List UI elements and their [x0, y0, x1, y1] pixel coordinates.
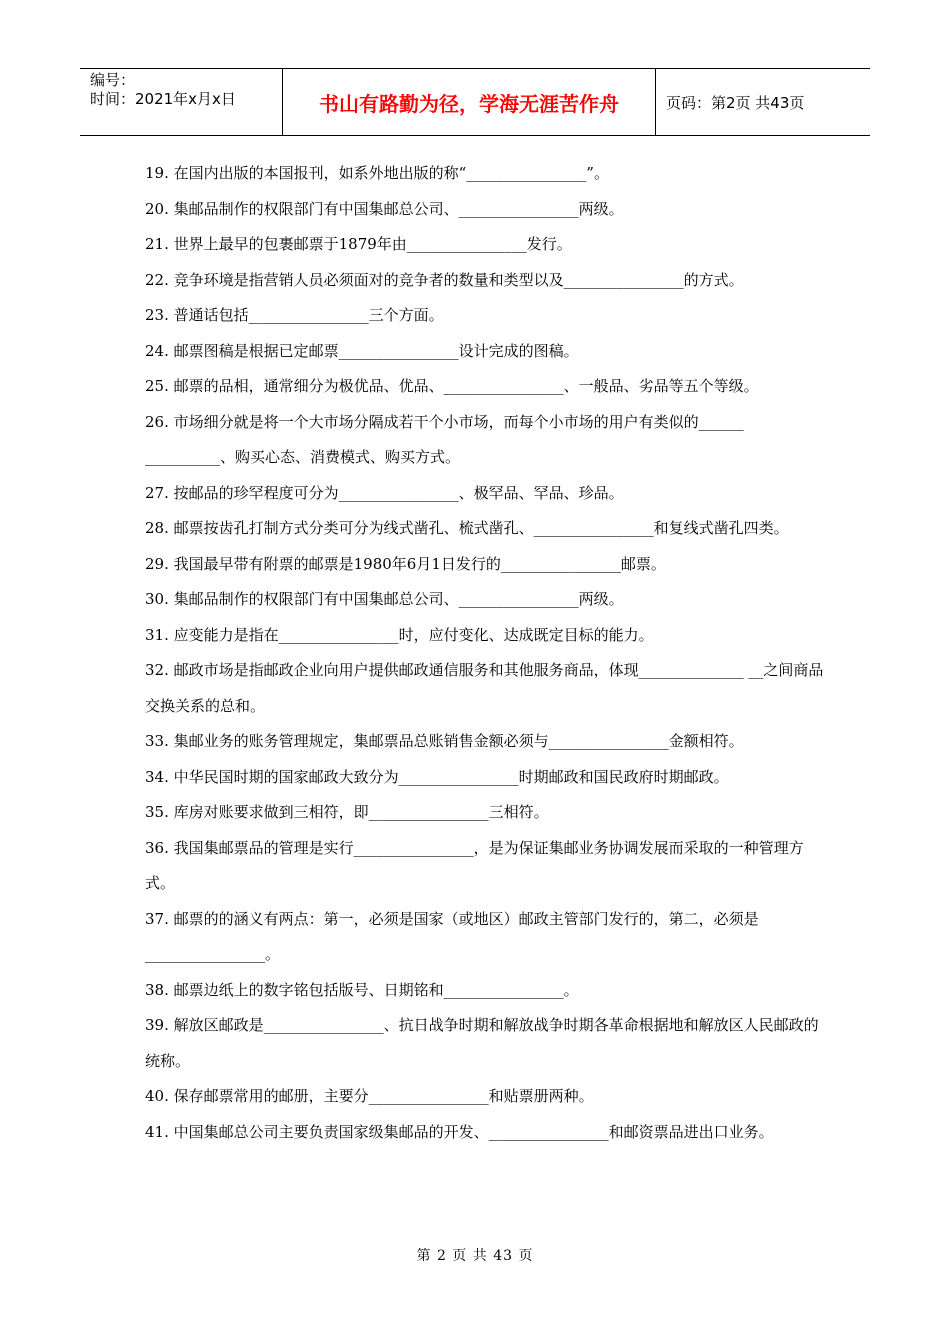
- question-39: 39. 解放区邮政是________________、抗日战争时期和解放战争时期各革命根据地和解放区人民邮政的统称。: [145, 1016, 819, 1070]
- question-41: 41. 中国集邮总公司主要负责国家级集邮品的开发、________________和邮资票品进出口业务。: [145, 1122, 774, 1141]
- question-19: 19. 在国内出版的本国报刊，如系外地出版的称“________________”。: [145, 164, 609, 182]
- question-21: 21. 世界上最早的包裹邮票于1879年由________________发行。: [145, 235, 572, 253]
- time-label: 时间：2021年x月x日: [90, 90, 236, 108]
- question-25: 25. 邮票的品相，通常细分为极优品、优品、________________、一般品、劣品等五个等级。: [145, 377, 759, 395]
- question-40: 40. 保存邮票常用的邮册，主要分________________和贴票册两种。: [145, 1087, 594, 1105]
- question-23: 23. 普通话包括________________三个方面。: [145, 306, 444, 324]
- question-28: 28. 邮票按齿孔打制方式分类可分为线式凿孔、梳式凿孔、________________和复线式凿孔四类。: [145, 519, 789, 537]
- question-36: 36. 我国集邮票品的管理是实行________________，是为保证集邮业务协调发展而采取的一种管理方式。: [145, 838, 804, 892]
- header-motto: 书山有路勤为径，学海无涯苦作舟: [282, 69, 656, 135]
- question-37: 37. 邮票的的涵义有两点：第一，必须是国家（或地区）邮政主管部门发行的，第二，必须是________________。: [145, 909, 759, 963]
- question-list: [145, 156, 825, 1150]
- number-label: 编号：: [90, 71, 136, 89]
- question-26: 26. 市场细分就是将一个大市场分隔成若干个小市场，而每个小市场的用户有类似的______ __________、购买心态、消费模式、购买方式。: [145, 412, 744, 466]
- header-left-cell: [80, 69, 282, 135]
- question-30: 30. 集邮品制作的权限部门有中国集邮总公司、________________两级。: [145, 590, 624, 608]
- question-24: 24. 邮票图稿是根据已定邮票________________设计完成的图稿。: [145, 341, 579, 360]
- question-34: 34. 中华民国时期的国家邮政大致分为________________时期邮政和国民政府时期邮政。: [145, 767, 729, 786]
- question-31: 31. 应变能力是指在________________时，应付变化、达成既定目标的能力。: [145, 625, 654, 644]
- question-32: 32. 邮政市场是指邮政企业向用户提供邮政通信服务和其他服务商品，体现______________ __之间商品交换关系的总和。: [145, 661, 824, 715]
- page-footer: 第 2 页 共 43 页: [416, 1248, 534, 1264]
- question-27: 27. 按邮品的珍罕程度可分为________________、极罕品、罕品、珍品。: [145, 483, 624, 502]
- header-page-info: 页码：第2页 共43页: [666, 93, 805, 112]
- question-20: 20. 集邮品制作的权限部门有中国集邮总公司、________________两级。: [145, 199, 624, 218]
- page-header: [80, 68, 870, 136]
- question-35: 35. 库房对账要求做到三相符，即________________三相符。: [145, 803, 549, 821]
- question-29: 29. 我国最早带有附票的邮票是1980年6月1日发行的________________邮票。: [145, 554, 666, 573]
- question-22: 22. 竞争环境是指营销人员必须面对的竞争者的数量和类型以及________________的方式。: [145, 270, 744, 289]
- question-38: 38. 邮票边纸上的数字铭包括版号、日期铭和________________。: [145, 980, 579, 999]
- question-33: 33. 集邮业务的账务管理规定，集邮票品总账销售金额必须与________________金额相符。: [145, 732, 744, 750]
